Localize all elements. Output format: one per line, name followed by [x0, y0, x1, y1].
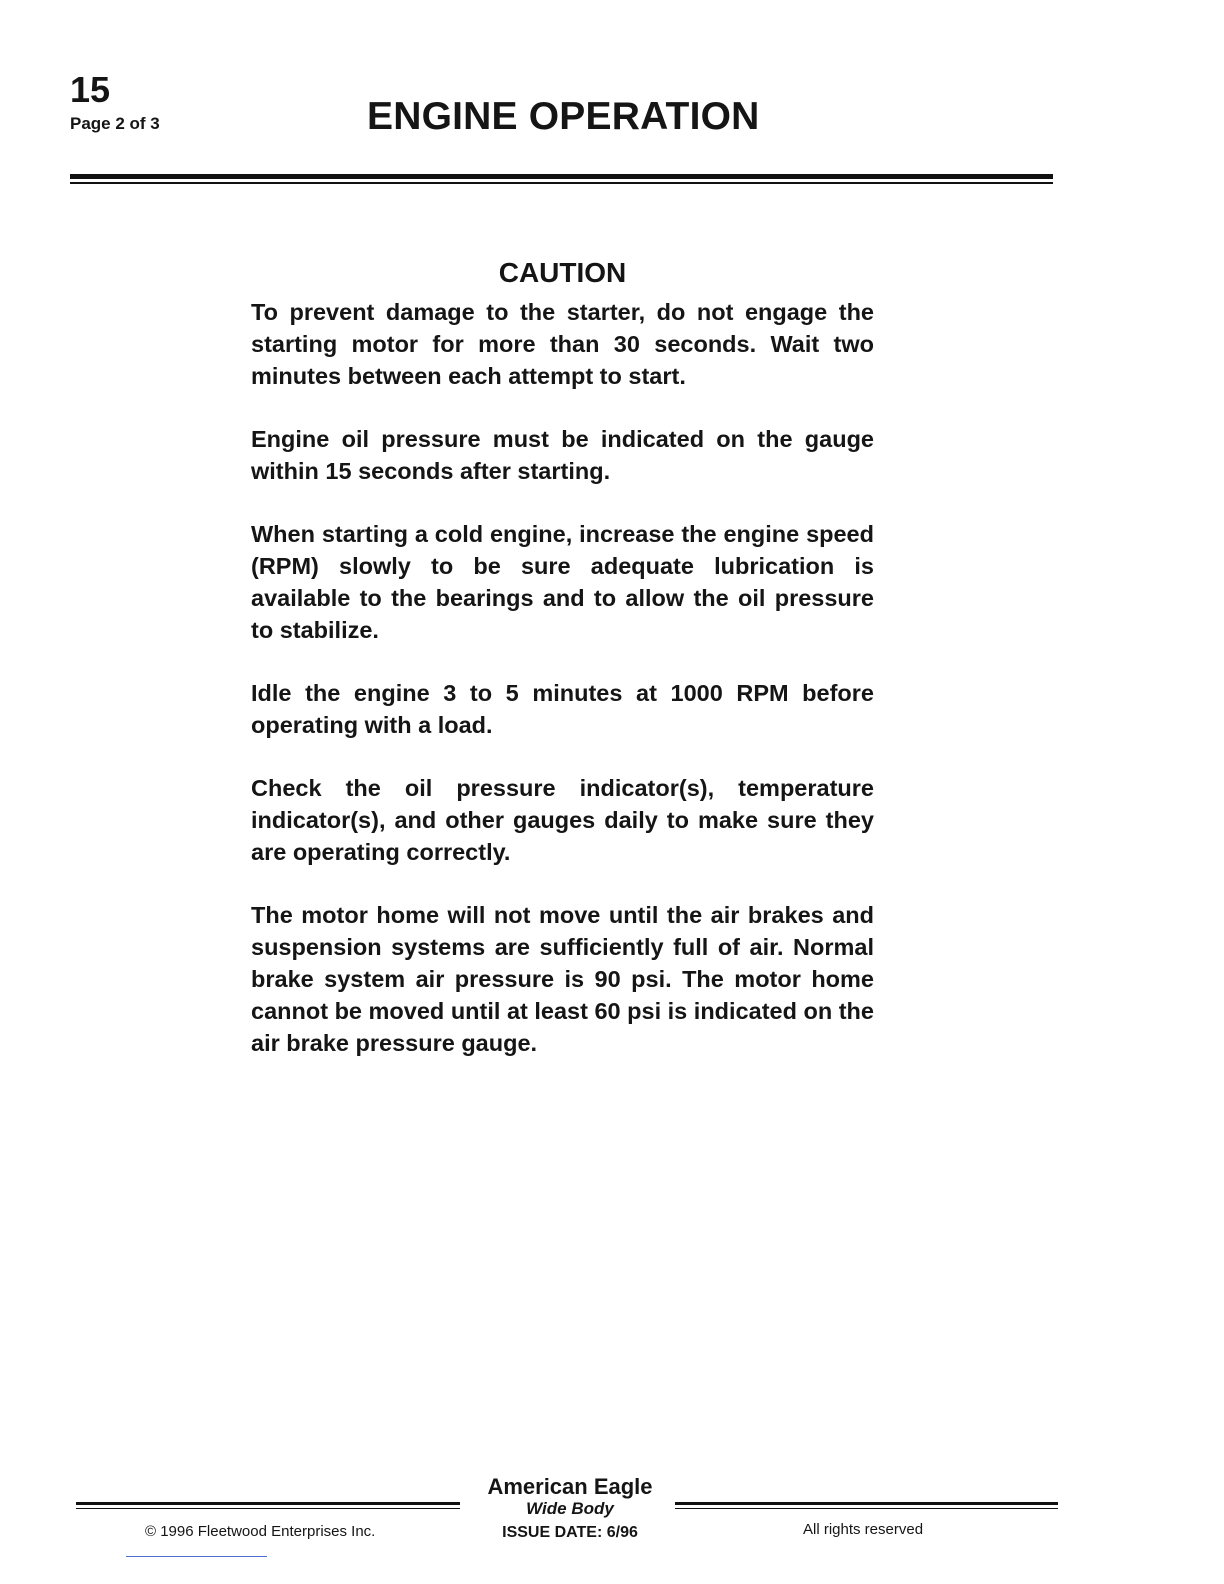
- footer-rule-left-thick: [76, 1502, 460, 1505]
- footer-copyright: © 1996 Fleetwood Enterprises Inc.: [145, 1523, 376, 1540]
- caution-heading: CAUTION: [498, 257, 627, 288]
- footer-model: Wide Body: [526, 1499, 614, 1518]
- footer-rights: All rights reserved: [803, 1521, 924, 1538]
- caution-paragraph: To prevent damage to the starter, do not engage the starting motor for more than 30 seconds. Wait two minutes between each attempt to start.: [251, 299, 874, 389]
- caution-paragraph: Check the oil pressure indicator(s), temperature indicator(s), and other gauges daily to make sure they are operating correctly.: [251, 775, 874, 865]
- footer-issue-date: ISSUE DATE: 6/96: [502, 1524, 638, 1541]
- caution-paragraph: When starting a cold engine, increase the engine speed (RPM) slowly to be sure adequate lubrication is available to the bearings and to allow the oil pressure to stabilize.: [251, 521, 874, 643]
- caution-paragraph: Engine oil pressure must be indicated on the gauge within 15 seconds after starting.: [251, 426, 874, 484]
- footer-brand: American Eagle: [487, 1474, 653, 1499]
- footer-rule-right-thick: [675, 1502, 1058, 1505]
- header-rule-thick: [70, 174, 1053, 179]
- page-title: ENGINE OPERATION: [367, 95, 760, 138]
- caution-block: [251, 256, 874, 1090]
- caution-paragraph: Idle the engine 3 to 5 minutes at 1000 RPM before operating with a load.: [251, 680, 874, 738]
- scan-underline-mark: [126, 1556, 267, 1557]
- caution-paragraph: The motor home will not move until the air brakes and suspension systems are sufficiently full of air. Normal brake system air pressure is 90 psi. The motor home cannot be moved until at least 60 psi is indicated on the air brake pressure gauge.: [251, 902, 874, 1056]
- section-number: 15: [70, 69, 111, 110]
- page-indicator: Page 2 of 3: [70, 114, 160, 133]
- footer-rule-left-thin: [76, 1508, 460, 1509]
- footer-rule-right-thin: [675, 1508, 1058, 1509]
- header-rule-thin: [70, 182, 1053, 184]
